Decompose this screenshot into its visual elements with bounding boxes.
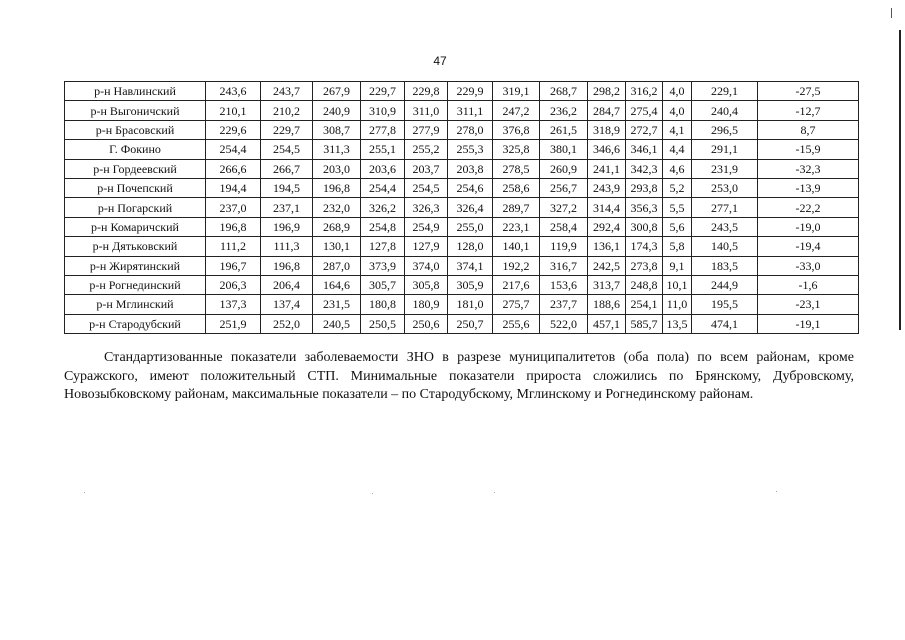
district-name-cell: р-н Комаричский — [65, 217, 206, 236]
value-cell: 261,5 — [540, 120, 588, 139]
value-cell: 195,5 — [692, 295, 758, 314]
table-row — [65, 120, 859, 139]
value-cell: 291,1 — [692, 140, 758, 159]
table-row — [65, 198, 859, 217]
value-cell: 254,4 — [361, 178, 405, 197]
value-cell: 256,7 — [540, 178, 588, 197]
table-row — [65, 159, 859, 178]
table-row — [65, 82, 859, 101]
value-cell: 268,9 — [313, 217, 361, 236]
value-cell: 287,0 — [313, 256, 361, 275]
district-name-cell: р-н Почепский — [65, 178, 206, 197]
value-cell: 4,4 — [663, 140, 692, 159]
value-cell: 292,4 — [588, 217, 626, 236]
value-cell: 4,0 — [663, 101, 692, 120]
value-cell: 237,1 — [261, 198, 313, 217]
value-cell: 585,7 — [626, 314, 663, 333]
value-cell: 268,7 — [540, 82, 588, 101]
value-cell: 196,8 — [206, 217, 261, 236]
value-cell: 203,8 — [448, 159, 493, 178]
value-cell: 275,4 — [626, 101, 663, 120]
value-cell: 255,2 — [405, 140, 448, 159]
value-cell: 380,1 — [540, 140, 588, 159]
value-cell: 311,3 — [313, 140, 361, 159]
value-cell: 243,9 — [588, 178, 626, 197]
value-cell: 325,8 — [493, 140, 540, 159]
value-cell: 137,4 — [261, 295, 313, 314]
district-name-cell: Г. Фокино — [65, 140, 206, 159]
value-cell: 254,5 — [261, 140, 313, 159]
table-body — [65, 82, 859, 334]
district-name-cell: р-н Жирятинский — [65, 256, 206, 275]
table-row — [65, 314, 859, 333]
value-cell: 203,0 — [313, 159, 361, 178]
value-cell: 111,2 — [206, 237, 261, 256]
value-cell: 210,1 — [206, 101, 261, 120]
value-cell: 10,1 — [663, 275, 692, 294]
value-cell: 250,5 — [361, 314, 405, 333]
value-cell: 240,5 — [313, 314, 361, 333]
value-cell: 308,7 — [313, 120, 361, 139]
value-cell: 326,3 — [405, 198, 448, 217]
value-cell: 13,5 — [663, 314, 692, 333]
value-cell: 11,0 — [663, 295, 692, 314]
value-cell: 210,2 — [261, 101, 313, 120]
value-cell: 229,6 — [206, 120, 261, 139]
value-cell: -1,6 — [758, 275, 859, 294]
value-cell: -19,4 — [758, 237, 859, 256]
value-cell: 232,0 — [313, 198, 361, 217]
table-row — [65, 237, 859, 256]
value-cell: 327,2 — [540, 198, 588, 217]
value-cell: 237,7 — [540, 295, 588, 314]
value-cell: 203,7 — [405, 159, 448, 178]
value-cell: 305,8 — [405, 275, 448, 294]
value-cell: -19,0 — [758, 217, 859, 236]
district-name-cell: р-н Рогнединский — [65, 275, 206, 294]
value-cell: 326,2 — [361, 198, 405, 217]
district-name-cell: р-н Дятьковский — [65, 237, 206, 256]
district-name-cell: р-н Мглинский — [65, 295, 206, 314]
value-cell: 305,7 — [361, 275, 405, 294]
value-cell: 522,0 — [540, 314, 588, 333]
value-cell: 293,8 — [626, 178, 663, 197]
value-cell: 5,6 — [663, 217, 692, 236]
scan-speck — [776, 491, 777, 492]
value-cell: 183,5 — [692, 256, 758, 275]
scan-speck — [494, 492, 495, 493]
value-cell: 376,8 — [493, 120, 540, 139]
scan-edge-tick — [891, 8, 892, 18]
value-cell: 119,9 — [540, 237, 588, 256]
value-cell: 248,8 — [626, 275, 663, 294]
value-cell: 180,8 — [361, 295, 405, 314]
value-cell: 298,2 — [588, 82, 626, 101]
value-cell: 250,7 — [448, 314, 493, 333]
value-cell: 244,9 — [692, 275, 758, 294]
value-cell: 127,9 — [405, 237, 448, 256]
value-cell: -13,9 — [758, 178, 859, 197]
value-cell: 255,3 — [448, 140, 493, 159]
district-name-cell: р-н Погарский — [65, 198, 206, 217]
value-cell: 254,5 — [405, 178, 448, 197]
value-cell: 266,6 — [206, 159, 261, 178]
value-cell: -23,1 — [758, 295, 859, 314]
value-cell: 272,7 — [626, 120, 663, 139]
value-cell: 346,6 — [588, 140, 626, 159]
value-cell: 5,8 — [663, 237, 692, 256]
value-cell: 8,7 — [758, 120, 859, 139]
value-cell: -19,1 — [758, 314, 859, 333]
value-cell: 319,1 — [493, 82, 540, 101]
value-cell: 196,7 — [206, 256, 261, 275]
value-cell: 254,6 — [448, 178, 493, 197]
value-cell: 278,5 — [493, 159, 540, 178]
value-cell: 194,4 — [206, 178, 261, 197]
value-cell: 346,1 — [626, 140, 663, 159]
value-cell: 374,1 — [448, 256, 493, 275]
value-cell: 314,4 — [588, 198, 626, 217]
value-cell: 223,1 — [493, 217, 540, 236]
value-cell: 311,0 — [405, 101, 448, 120]
value-cell: 229,7 — [361, 82, 405, 101]
table-row — [65, 178, 859, 197]
value-cell: 136,1 — [588, 237, 626, 256]
value-cell: 300,8 — [626, 217, 663, 236]
value-cell: 289,7 — [493, 198, 540, 217]
value-cell: 5,5 — [663, 198, 692, 217]
value-cell: 180,9 — [405, 295, 448, 314]
scan-speck — [372, 493, 373, 494]
value-cell: 229,8 — [405, 82, 448, 101]
value-cell: 229,1 — [692, 82, 758, 101]
value-cell: 194,5 — [261, 178, 313, 197]
value-cell: 243,5 — [692, 217, 758, 236]
value-cell: 250,6 — [405, 314, 448, 333]
value-cell: 374,0 — [405, 256, 448, 275]
table-row — [65, 256, 859, 275]
value-cell: 140,5 — [692, 237, 758, 256]
value-cell: 278,0 — [448, 120, 493, 139]
value-cell: 296,5 — [692, 120, 758, 139]
value-cell: 196,9 — [261, 217, 313, 236]
value-cell: 266,7 — [261, 159, 313, 178]
value-cell: 243,7 — [261, 82, 313, 101]
value-cell: 243,6 — [206, 82, 261, 101]
value-cell: 237,0 — [206, 198, 261, 217]
value-cell: 127,8 — [361, 237, 405, 256]
value-cell: 356,3 — [626, 198, 663, 217]
value-cell: -27,5 — [758, 82, 859, 101]
value-cell: 275,7 — [493, 295, 540, 314]
value-cell: 247,2 — [493, 101, 540, 120]
district-name-cell: р-н Брасовский — [65, 120, 206, 139]
value-cell: -22,2 — [758, 198, 859, 217]
value-cell: 252,0 — [261, 314, 313, 333]
value-cell: 457,1 — [588, 314, 626, 333]
value-cell: 258,6 — [493, 178, 540, 197]
value-cell: 192,2 — [493, 256, 540, 275]
value-cell: 229,7 — [261, 120, 313, 139]
value-cell: 174,3 — [626, 237, 663, 256]
value-cell: 311,1 — [448, 101, 493, 120]
scan-edge-line — [899, 30, 901, 330]
value-cell: 137,3 — [206, 295, 261, 314]
district-name-cell: р-н Стародубский — [65, 314, 206, 333]
value-cell: -33,0 — [758, 256, 859, 275]
value-cell: 236,2 — [540, 101, 588, 120]
district-name-cell: р-н Выгоничский — [65, 101, 206, 120]
value-cell: 229,9 — [448, 82, 493, 101]
value-cell: 258,4 — [540, 217, 588, 236]
incidence-table — [64, 81, 859, 334]
value-cell: -32,3 — [758, 159, 859, 178]
value-cell: 254,9 — [405, 217, 448, 236]
value-cell: 181,0 — [448, 295, 493, 314]
value-cell: 111,3 — [261, 237, 313, 256]
value-cell: 128,0 — [448, 237, 493, 256]
value-cell: 255,0 — [448, 217, 493, 236]
value-cell: 277,1 — [692, 198, 758, 217]
value-cell: 316,2 — [626, 82, 663, 101]
value-cell: 253,0 — [692, 178, 758, 197]
value-cell: 305,9 — [448, 275, 493, 294]
value-cell: 316,7 — [540, 256, 588, 275]
value-cell: 241,1 — [588, 159, 626, 178]
district-name-cell: р-н Гордеевский — [65, 159, 206, 178]
value-cell: 277,8 — [361, 120, 405, 139]
body-paragraph: Стандартизованные показатели заболеваемости ЗНО в разрезе муниципалитетов (оба пола) по всем районам, кроме Суражского, имеют положительный СТП. Минимальные показатели прироста сложились по Брянскому, Дубровскому, Новозыбковскому районам, максимальные показатели – по Стародубскому, Мглинскому и Рогнединскому районам. — [64, 350, 854, 402]
value-cell: 255,1 — [361, 140, 405, 159]
table-row — [65, 101, 859, 120]
value-cell: 342,3 — [626, 159, 663, 178]
table-row — [65, 140, 859, 159]
value-cell: 310,9 — [361, 101, 405, 120]
value-cell: 313,7 — [588, 275, 626, 294]
value-cell: 474,1 — [692, 314, 758, 333]
value-cell: 4,6 — [663, 159, 692, 178]
value-cell: 373,9 — [361, 256, 405, 275]
table-row — [65, 295, 859, 314]
value-cell: 206,4 — [261, 275, 313, 294]
scan-speck — [84, 492, 85, 493]
value-cell: 277,9 — [405, 120, 448, 139]
value-cell: 217,6 — [493, 275, 540, 294]
value-cell: 188,6 — [588, 295, 626, 314]
value-cell: 196,8 — [313, 178, 361, 197]
value-cell: 164,6 — [313, 275, 361, 294]
value-cell: 4,1 — [663, 120, 692, 139]
value-cell: 254,8 — [361, 217, 405, 236]
value-cell: 267,9 — [313, 82, 361, 101]
value-cell: 153,6 — [540, 275, 588, 294]
value-cell: 251,9 — [206, 314, 261, 333]
value-cell: 254,1 — [626, 295, 663, 314]
value-cell: 9,1 — [663, 256, 692, 275]
value-cell: 284,7 — [588, 101, 626, 120]
value-cell: 196,8 — [261, 256, 313, 275]
table-row — [65, 217, 859, 236]
value-cell: 242,5 — [588, 256, 626, 275]
value-cell: 254,4 — [206, 140, 261, 159]
page-number: 47 — [433, 54, 447, 68]
value-cell: 140,1 — [493, 237, 540, 256]
value-cell: 4,0 — [663, 82, 692, 101]
value-cell: 231,5 — [313, 295, 361, 314]
value-cell: -15,9 — [758, 140, 859, 159]
value-cell: 326,4 — [448, 198, 493, 217]
value-cell: 260,9 — [540, 159, 588, 178]
value-cell: 255,6 — [493, 314, 540, 333]
value-cell: 203,6 — [361, 159, 405, 178]
value-cell: 240,9 — [313, 101, 361, 120]
value-cell: -12,7 — [758, 101, 859, 120]
value-cell: 231,9 — [692, 159, 758, 178]
value-cell: 273,8 — [626, 256, 663, 275]
value-cell: 240,4 — [692, 101, 758, 120]
value-cell: 206,3 — [206, 275, 261, 294]
value-cell: 5,2 — [663, 178, 692, 197]
district-name-cell: р-н Навлинский — [65, 82, 206, 101]
value-cell: 318,9 — [588, 120, 626, 139]
value-cell: 130,1 — [313, 237, 361, 256]
table-row — [65, 275, 859, 294]
